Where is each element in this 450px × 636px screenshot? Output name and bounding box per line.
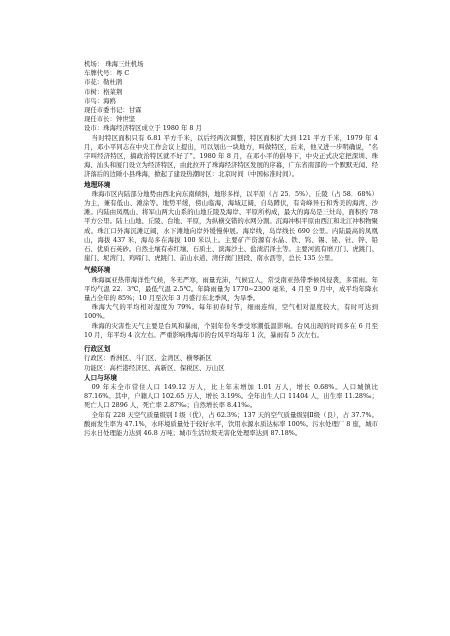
population-heading: 人口与环境 — [84, 373, 117, 382]
terrain-paragraph: 珠海市区内陆部分地势由西北向东南倾斜，地形多样，以平原（占 25．5%）、丘陵（占 58．68%）为主，兼有低山、滩涂等。地势平缓，傍山临海，海域辽阔，自岛蹲伏，有奇峰异石和秀美的海湾、沙滩。内陆由凤凰山、将军山两大山系的山地丘陵及海岸、平原所构成，最大的海岛是三灶岛，面积约 78 平方公里。陆上山地、丘陵、台地、平原，为纵横交错的水网分割。沉海冲积平原由西江和北江冲积物聚成。珠江口外海沉滩辽阔，水下滩地向岸外缓慢伸展。海岸线，岛岸线长 690 公里。内陆最高的凤凰山，海拔 437 米，海岛多在海拔 100 米以上。主要矿产资源有水晶、铁、钨、锡、铋、钍、锌、铅石、优质石英砂。自然土壤有赤红壤、石质土、滨海沙土、盐渍沼泽土等。主要河流有磨刀门、虎跳门、崖门、坭湾门、鸡啼门、虎跳门、前山水道、湾仔澳门回段、南水沥等，总长 135 公里。 — [84, 189, 378, 263]
info-city-bird: 市鸟：海鸥 — [84, 96, 116, 105]
history-paragraph: 当时特区面积只有 6.81 平方千米，以后经两次调整，特区面积扩大到 121 平方千米，1979 年 4 月，邓小平同志在中央工作会议上提出，可以划出一块地方，叫做特区，后来，他又进一步明确说，“名字叫经济特区，搞政治特区就不好了”。1980 年 8 月，在邓小平的倡导下，中央正式决定把深圳、珠海、汕头和厦门设立为经济特区，由此拉开了珠海经济特区发展的序幕，广东省南部的一个默默无闻、经济落后的边陲小县珠海，掀起了建设热潮时区：北京时间（中国标准时间）。 — [84, 133, 378, 179]
info-secretary: 现任市委书记：甘霖 — [84, 106, 142, 115]
climate-paragraph-2: 珠海大气的平均相对湿度为 79%。每年初春时节，细雨连绵，空气相对湿度较大，有时可达到 100%。 — [84, 303, 378, 321]
population-paragraph-2: 全年有 228 天空气质量级别 I 级（优），占 62.3%；137 天的空气质量级别Ⅱ级（良），占 37.7%。酸雨发生率为 47.1%，水环境质量处于较好水平，饮用水源水质达标率 100%。污水处理厂 8 座，城市污水日处理能力达到 46.8 万吨；城市生活垃圾无害化处理率达到 87.18%。 — [84, 410, 378, 437]
info-airport: 机场： 珠海三灶机场 — [84, 60, 144, 68]
terrain-heading: 地理环境 — [84, 180, 111, 189]
info-city-flower: 市花：勒杜鹃 — [84, 78, 123, 87]
climate-paragraph-1: 珠海属亚热带海洋性气候，冬无严寒，雨量充沛，气候宜人，常受南亚热带季候风侵袭，多雷雨。年平均气温 22．3℃，最低气温 2.5℃。年降雨量为 1770~2300 毫米，4 月至 9 月中，成平均年降水量占全年的 85%；10 月至次年 3 月盛行东北季风，为旱季。 — [84, 275, 378, 303]
info-city-tree: 市树：格菜荆 — [84, 87, 123, 96]
climate-heading: 气候环境 — [84, 266, 111, 275]
climate-paragraph-3: 珠海的灾害性天气主要是台风和暴雨，个别年份冬季受寒潮低温影响。台风出现的时间多在 6 月至 10 月，年平均 4 次左右。严重影响珠海市的台风平均每年 1 次，暴雨有 5 次左右。 — [84, 321, 378, 339]
info-plate: 车牌代号：粤 C — [84, 69, 130, 78]
info-established: 设市：珠海经济特区成立于 1980 年 8 月 — [84, 124, 202, 133]
divisions-zones: 功能区：高栏港经济区、高新区、保税区、万山区 — [84, 363, 225, 372]
population-paragraph-1: 09 年末全市常住人口 149.12 万人，比上年末增加 1.01 万人，增长 0.68%。人口城镇比 87.16%。其中，户籍人口 102.65 万人，增长 3.19%。全年出生人口 11404 人，出生率 11.28‰；死亡人口 2896 人，死亡率 2.87‰；自然增长率 8.41‰。 — [84, 382, 378, 410]
info-mayor: 现任市长：钟世坚 — [84, 115, 136, 124]
divisions-heading: 行政区划 — [84, 345, 111, 354]
divisions-districts: 行政区：香洲区、斗门区、金湾区、横琴新区 — [84, 354, 212, 363]
